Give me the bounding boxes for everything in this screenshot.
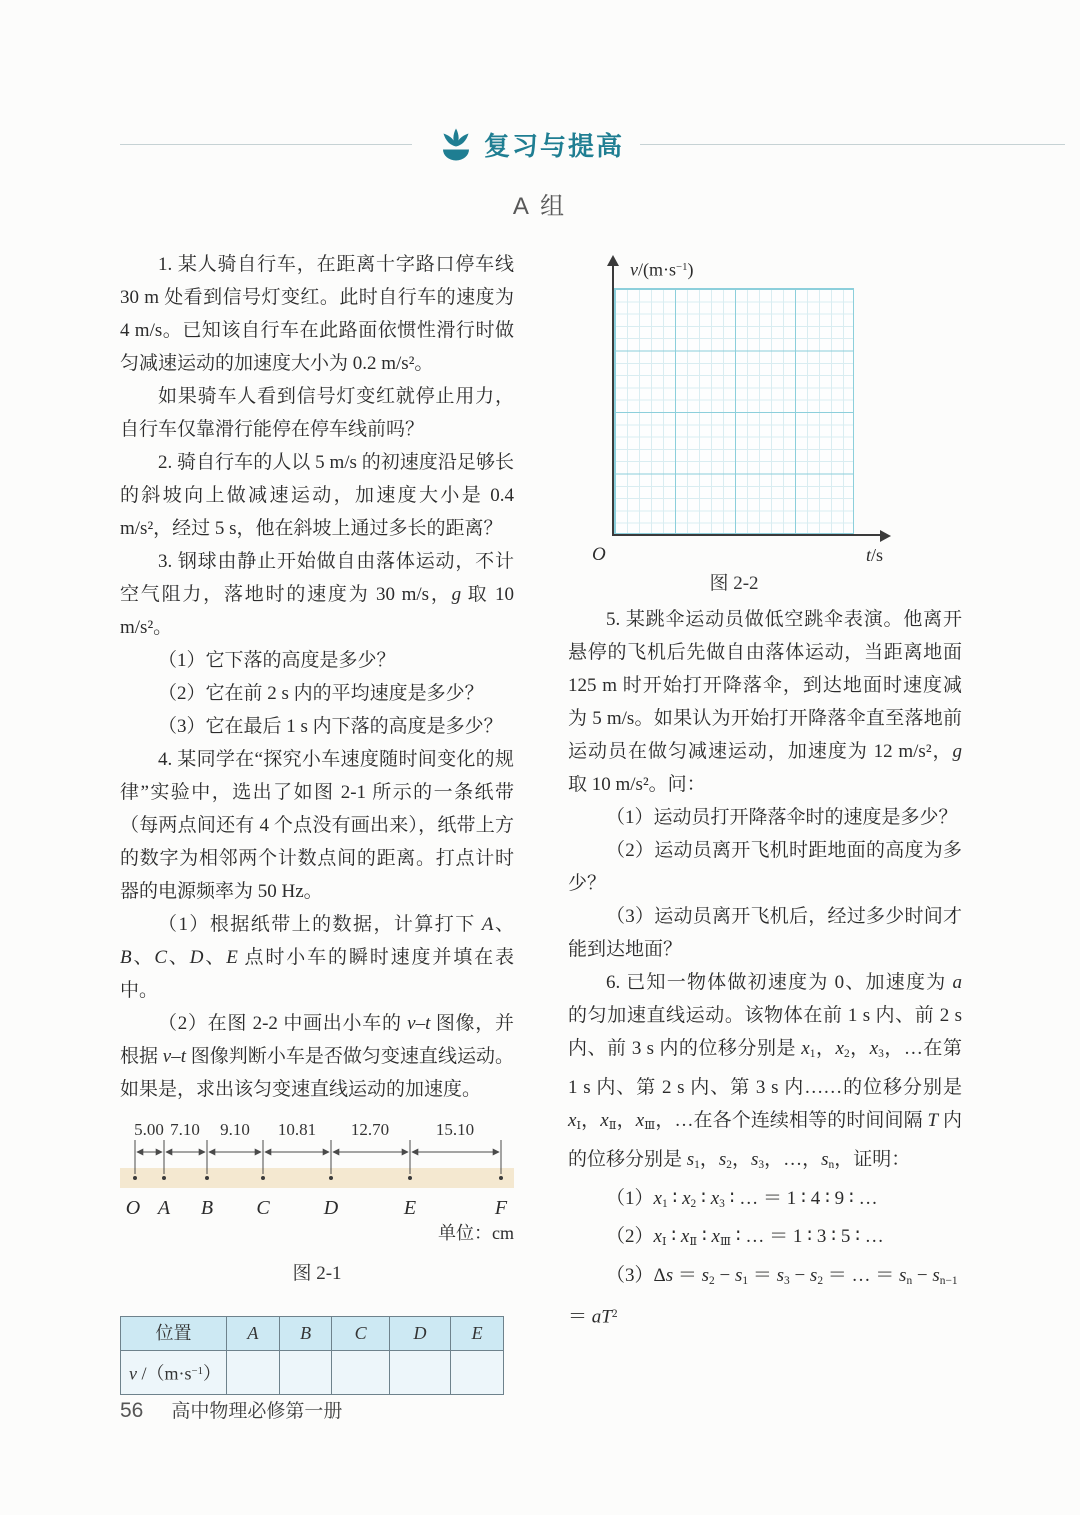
svg-text:B: B: [200, 1197, 214, 1219]
velocity-cell-C: [332, 1351, 389, 1395]
problem-3-question-2: （2）它在前 2 s 内的平均速度是多少？: [158, 683, 484, 704]
figure-2-1-caption: 图 2-1: [292, 1263, 342, 1284]
table-header-row: [121, 1317, 504, 1351]
book-title: 高中物理必修第一册: [171, 1401, 343, 1422]
lotus-logo-icon: [438, 126, 474, 162]
problem-4-question-2: （2）在图 2-2 中画出小车的 v–t 图像，并根据 v–t 图像判断小车是否做匀变速直线运动。如果是，求出该匀变速直线运动的加速度。: [120, 1013, 514, 1100]
point-letters: [126, 1197, 508, 1219]
left-column: [120, 248, 514, 1395]
header-rule-right: [640, 144, 1065, 145]
svg-text:10.81: 10.81: [277, 1122, 317, 1139]
section-title: 复习与提高: [484, 130, 625, 161]
page-footer: [120, 1396, 342, 1423]
svg-text:9.10: 9.10: [220, 1122, 250, 1139]
table-header-D: D: [389, 1317, 451, 1351]
problem-3-question-1: （1）它下落的高度是多少？: [158, 650, 396, 671]
problem-4-para-1: 4. 某同学在“探究小车速度随时间变化的规律”实验中，选出了如图 2-1 所示的一条纸带（每两点间还有 4 个点没有画出来），纸带上方的数字为相邻两个计数点间的距离。打点计时器的电源频率为 50 Hz。: [120, 749, 514, 902]
group-title: A 组: [512, 193, 568, 220]
paper-tape-diagram: [120, 1122, 514, 1244]
grid-plot-area: [614, 288, 854, 534]
problem-1-para-2: 如果骑车人看到信号灯变红就停止用力，自行车仅靠滑行能停在停车线前吗？: [120, 386, 514, 440]
y-axis-label: $v/(m\cdot s^{-1})$: [630, 259, 694, 280]
section-header: [120, 126, 1065, 162]
problem-6-formula-3-continued: ＝ $aT^2$: [568, 1306, 618, 1328]
svg-text:O: O: [125, 1197, 141, 1219]
problem-6-formula-3: $(3)\Delta s = s_2 - s_1 = s_3 - s_2$ ＝ … ＝ $s_n - s_{n-1}$: [606, 1265, 958, 1288]
origin-label: O: [592, 544, 606, 565]
figure-2-1: [120, 1122, 514, 1290]
svg-text:E: E: [403, 1197, 417, 1219]
problem-5-question-2: （2）运动员离开飞机时距地面的高度为多少？: [568, 840, 962, 894]
svg-text:15.10: 15.10: [435, 1122, 475, 1139]
table-header-E: E: [451, 1317, 504, 1351]
problem-5-question-1: （1）运动员打开降落伞时的速度是多少？: [606, 807, 958, 828]
problem-2-para-1: 2. 骑自行车的人以 5 m/s 的初速度沿足够长的斜坡向上做减速运动，加速度大小是 0.4 m/s²，经过 5 s，他在斜坡上通过多长的距离？: [120, 452, 514, 539]
velocity-cell-E: [451, 1351, 504, 1395]
page-number: 56: [120, 1399, 144, 1422]
section-brand: [412, 126, 640, 163]
x-axis: [612, 534, 884, 536]
problem-6-formula-2: $(2)x_Ⅰ$ ∶ $x_Ⅱ$ ∶ $x_Ⅲ$ ∶ … ＝ 1 ∶ 3 ∶ 5 ∶ …: [606, 1226, 884, 1249]
problem-6-para-1: 6. 已知一物体做初速度为 0、加速度为 a 的匀加速直线运动。该物体在前 1 s 内、前 2 s 内、前 3 s 内的位移分别是 $x_1$，$x_2$，$x_3$，…在第 1 s 内、第 2 s 内、第 3 s 内……的位移分别是 $x_Ⅰ$，$x_Ⅱ$，$x_Ⅲ$，…在各个连续相等的时间间隔 T 内的位移分别是 $s_1$，$s_2$，$s_3$，…，$s_n$，证明：: [568, 972, 962, 1171]
right-column: [568, 255, 962, 1334]
svg-text:D: D: [323, 1197, 339, 1219]
problem-5-question-3: （3）运动员离开飞机后，经过多少时间才能到达地面？: [568, 906, 962, 960]
svg-text:12.70: 12.70: [350, 1122, 390, 1139]
table-data-row: [121, 1351, 504, 1395]
velocity-table: [120, 1316, 504, 1395]
svg-text:5.00: 5.00: [134, 1122, 164, 1139]
table-header-B: B: [279, 1317, 332, 1351]
svg-text:7.10: 7.10: [170, 1122, 200, 1139]
header-rule-left: [120, 144, 412, 145]
problem-5-para-1: 5. 某跳伞运动员做低空跳伞表演。他离开悬停的飞机后先做自由落体运动，当距离地面 125 m 时开始打开降落伞，到达地面时速度减为 5 m/s。如果认为开始打开降落伞直至落地前运动员在做匀减速运动，加速度为 12 m/s²，g 取 10 m/s²。问：: [568, 609, 962, 795]
figure-2-2-caption: 图 2-2: [709, 573, 759, 594]
problem-4-question-1: （1）根据纸带上的数据，计算打下 A、B、C、D、E 点时小车的瞬时速度并填在表中。: [120, 914, 514, 1001]
table-header-C: C: [332, 1317, 389, 1351]
table-header-position: 位置: [121, 1317, 227, 1351]
svg-text:C: C: [256, 1197, 270, 1219]
distance-labels: [134, 1122, 474, 1139]
velocity-cell-D: [389, 1351, 451, 1395]
tape-strip: [120, 1168, 514, 1188]
svg-text:A: A: [157, 1197, 171, 1219]
velocity-cell-B: [279, 1351, 332, 1395]
problem-6-formula-1: $(1)x_1$ ∶ $x_2$ ∶ $x_3$ ∶ … ＝ 1 ∶ 4 ∶ 9 ∶ …: [606, 1187, 878, 1210]
problem-3-para-1: 3. 钢球由静止开始做自由落体运动，不计空气阻力，落地时的速度为 30 m/s，g 取 10 m/s²。: [120, 551, 514, 638]
figure-2-2: [568, 255, 962, 595]
svg-text:F: F: [494, 1197, 508, 1219]
velocity-cell-A: [227, 1351, 280, 1395]
problem-3-question-3: （3）它在最后 1 s 内下落的高度是多少？: [158, 716, 503, 737]
x-axis-label: t/s: [866, 545, 884, 565]
table-row-label-velocity: v $/(m\cdot s^{-1})$: [121, 1351, 227, 1395]
table-header-A: A: [227, 1317, 280, 1351]
tape-unit-label: 单位：cm: [438, 1223, 514, 1243]
problem-1-para-1: 1. 某人骑自行车，在距离十字路口停车线 30 m 处看到信号灯变红。此时自行车的速度为 4 m/s。已知该自行车在此路面依惯性滑行时做匀减速运动的加速度大小为 0.2 m/s²。: [120, 254, 514, 374]
